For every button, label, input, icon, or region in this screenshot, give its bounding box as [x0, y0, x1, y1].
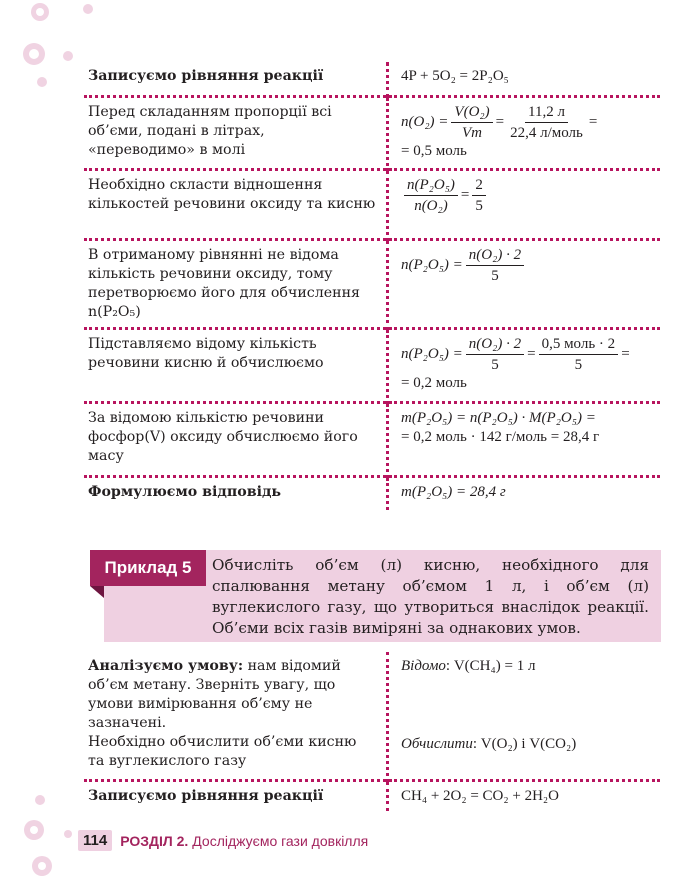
formula-cell: $\frac{\text{n(P₂O₅)}}{\text{n(O₂)}}$ = $\frac{2}{5}$	[388, 169, 661, 239]
page-footer	[78, 830, 368, 851]
table-row	[84, 96, 660, 169]
find-label: Обчислити	[401, 736, 473, 752]
step-label: Формулюємо відповідь	[84, 476, 388, 510]
formula-line: m(P₂O₅) = n(P₂O₅) · M(P₂O₅) =	[401, 409, 596, 426]
fraction: $\frac{\text{n(O₂) · 2}}{5}$	[466, 246, 524, 285]
formula-result: = 0,5 моль	[401, 142, 467, 159]
find-value: : V(O₂) і V(CO₂)	[472, 736, 577, 752]
example-tag-fold	[90, 586, 104, 598]
formula-cell: n(O₂) = $\frac{\text{V(O₂)}}{Vm}$ = $\frac{11,2 л}{\text{22,4 л/моль}}$ = = 0,5 моль	[388, 96, 661, 169]
fraction: $\frac{11,2 л}{\text{22,4 л/моль}}$	[510, 103, 583, 141]
step-label: Перед складанням пропорції всі об’єми, подані в літрах, «переводимо» в молі	[84, 96, 388, 169]
example-text: Обчисліть об’єм (л) кисню, необхідного для спалювання метану об’ємом 1 л, і об’єм (л) вуглекислого газу, що утвориться внаслідок реакції. Об’єми всіх газів виміряні за однакових умов.	[212, 556, 649, 637]
step-label: За відомою кількістю речовини фосфор(V) оксиду обчислюємо його масу	[84, 402, 388, 476]
table-row	[84, 328, 660, 402]
need-text: Необхідно обчислити об’єми кисню та вуглекислого газу	[88, 734, 357, 769]
table-row	[84, 239, 660, 328]
analyze-text: нам відомий об’єм метану. Зверніть увагу, що умови вимірювання об’єму не зазначені.	[88, 658, 341, 731]
formula-text: n(O₂) =	[401, 113, 449, 130]
table-row	[84, 476, 660, 510]
table-row	[84, 780, 660, 811]
table-row	[84, 169, 660, 239]
fraction: $\frac{\text{n(O₂) · 2}}{5}$	[466, 335, 524, 374]
decorative-circles-bottom	[0, 790, 90, 885]
fraction: $\frac{\text{n(P₂O₅)}}{\text{n(O₂)}}$	[404, 176, 458, 215]
solution-table-example-5	[84, 652, 660, 811]
step-label: Записуємо рівняння реакції	[84, 62, 388, 96]
section-label: РОЗДІЛ 2.	[120, 832, 189, 849]
step-label: Необхідно скласти відношення кількостей речовини оксиду та кисню	[84, 169, 388, 239]
step-label: Підставляємо відому кількість речовини кисню й обчислюємо	[84, 328, 388, 402]
solution-table-example-4	[84, 62, 660, 510]
known-label: Відомо	[401, 658, 446, 674]
page-number: 114	[78, 830, 112, 851]
table-row	[84, 402, 660, 476]
step-label: Записуємо рівняння реакції	[84, 780, 388, 811]
formula-cell	[388, 402, 661, 476]
table-row	[84, 652, 660, 780]
known-value: : V(CH₄) = 1 л	[445, 658, 536, 674]
fraction: $\frac{\text{0,5 моль · 2}}{5}$	[539, 335, 619, 374]
example-tag: Приклад 5	[90, 550, 206, 586]
fraction: $\frac{\text{V(O₂)}}{Vm}$	[451, 103, 492, 142]
given-cell	[388, 652, 661, 780]
answer-formula: m(P₂O₅) = 28,4 г	[388, 476, 661, 510]
reaction-equation: CH₄ + 2O₂ = CO₂ + 2H₂O	[388, 780, 661, 811]
formula-cell: n(P₂O₅) = $\frac{\text{n(O₂) · 2}}{5}$ = $\frac{\text{0,5 моль · 2}}{5}$ = = 0,2 моль	[388, 328, 661, 402]
analysis-cell	[84, 652, 388, 780]
reaction-equation: 4P + 5O₂ = 2P₂O₅	[401, 68, 509, 84]
formula-result: = 0,2 моль	[401, 374, 467, 391]
step-label: В отриманому рівнянні не відома кількість речовини оксиду, тому перетворюємо його для обчислення n(P₂O₅)	[84, 239, 388, 328]
section-title: Досліджуємо гази довкілля	[192, 832, 369, 849]
formula-line: = 0,2 моль · 142 г/моль = 28,4 г	[401, 428, 600, 445]
fraction: $\frac{2}{5}$	[472, 176, 486, 215]
analyze-label: Аналізуємо умову:	[88, 658, 244, 674]
formula-cell: n(P₂O₅) = $\frac{\text{n(O₂) · 2}}{5}$	[388, 239, 661, 328]
table-row	[84, 62, 660, 96]
